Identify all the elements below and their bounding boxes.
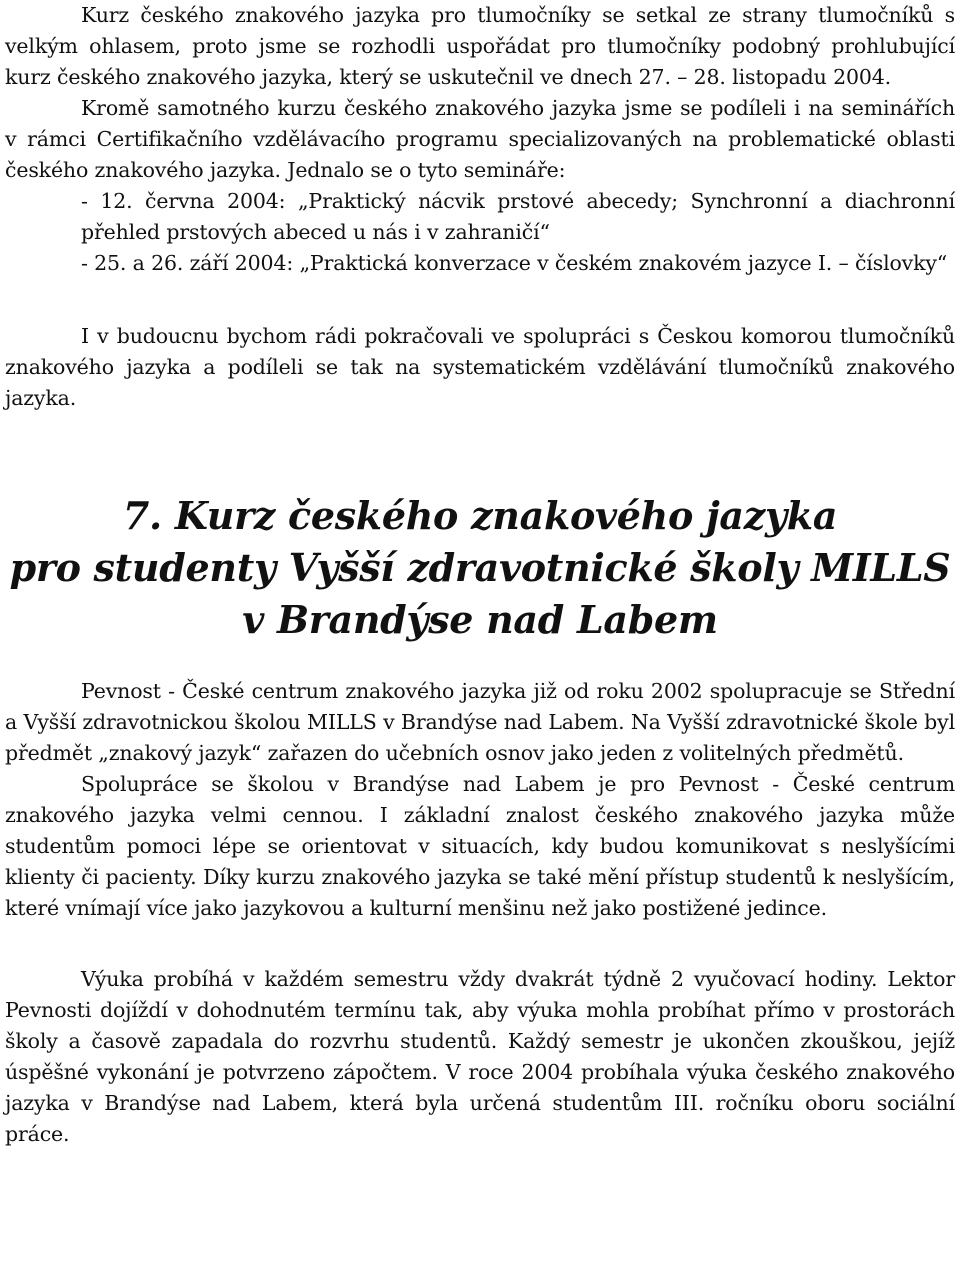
section-heading-line-1: 7. Kurz českého znakového jazyka (122, 493, 838, 538)
section-paragraph-1: Pevnost - České centrum znakového jazyka již od roku 2002 spolupracuje se Střední a Vyšší zdravotnickou školou MILLS v Brandýse nad Labem. Na Vyšší zdravotnické škole byl předmět „znakový jazyk“ zařazen do učebních osnov jako jeden z volitelných předmětů. (5, 679, 955, 765)
section-heading (5, 490, 955, 646)
document-page (5, 0, 955, 1150)
intro-paragraph-2: Kromě samotného kurzu českého znakového jazyka jsme se podíleli i na seminářích v rámci Certifikačního vzdělávacího programu specializovaných na problematické oblasti českého znakového jazyka. Jednalo se o tyto semináře: (5, 96, 955, 182)
seminar-item-2: - 25. a 26. září 2004: „Praktická konverzace v českém znakovém jazyce I. – číslovky“ (81, 251, 948, 275)
section-paragraph-2: Spolupráce se školou v Brandýse nad Labem je pro Pevnost - České centrum znakového jazyka velmi cennou. I základní znalost českého znakového jazyka může studentům pomoci lépe se orientovat v situacích, kdy budou komunikovat s neslyšícími klienty či pacienty. Díky kurzu znakového jazyka se také mění přístup studentů k neslyšícím, které vnímají více jako jazykovou a kulturní menšinu než jako postižené jedince. (5, 772, 955, 920)
section-heading-line-3: v Brandýse nad Labem (242, 597, 718, 642)
intro-paragraph-1: Kurz českého znakového jazyka pro tlumočníky se setkal ze strany tlumočníků s velkým ohlasem, proto jsme se rozhodli uspořádat pro tlumočníky podobný prohlubující kurz českého znakového jazyka, který se uskutečnil ve dnech 27. – 28. listopadu 2004. (5, 3, 955, 89)
section-paragraph-3: Výuka probíhá v každém semestru vždy dvakrát týdně 2 vyučovací hodiny. Lektor Pevnosti dojíždí v dohodnutém termínu tak, aby výuka mohla probíhat přímo v prostorách školy a časově zapadala do rozvrhu studentů. Každý semestr je ukončen zkouškou, jejíž úspěšné vykonání je potvrzeno zápočtem. V roce 2004 probíhala výuka českého znakového jazyka v Brandýse nad Labem, která byla určená studentům III. ročníku oboru sociální práce. (5, 967, 955, 1146)
seminar-item-1: - 12. června 2004: „Praktický nácvik prstové abecedy; Synchronní a diachronní přehled prstových abeced u nás i v zahraničí“ (81, 189, 955, 244)
intro-paragraph-3: I v budoucnu bychom rádi pokračovali ve spolupráci s Českou komorou tlumočníků znakového jazyka a podíleli se tak na systematickém vzdělávání tlumočníků znakového jazyka. (5, 324, 955, 410)
section-heading-line-2: pro studenty Vyšší zdravotnické školy MILLS (9, 545, 951, 590)
